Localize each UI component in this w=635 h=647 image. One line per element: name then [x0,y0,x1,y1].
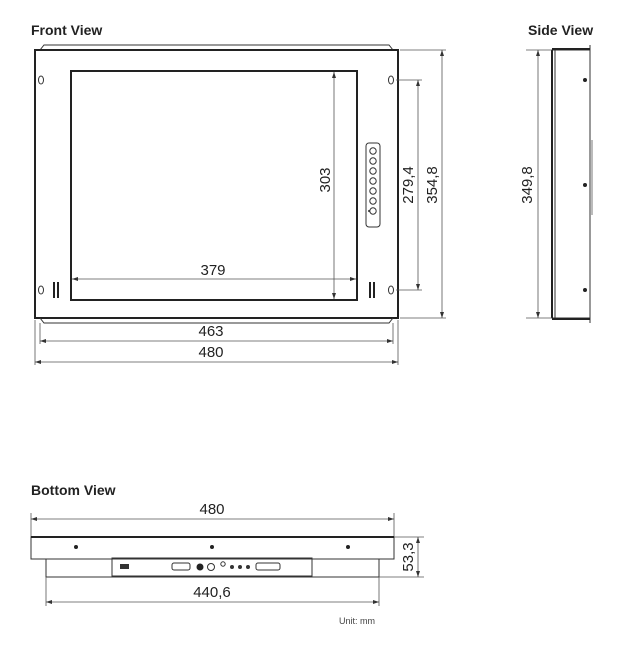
dim-label-53-3: 53,3 [400,542,417,572]
audio-jack-1 [197,564,204,571]
front-view [35,45,446,365]
dim-label-303: 303 [317,167,334,193]
side-view-title: Side View [528,22,594,38]
bottom-screw-2 [210,545,214,549]
dim-label-480-bottom: 480 [199,501,225,518]
bottom-view-title: Bottom View [31,482,116,498]
bottom-screw-3 [346,545,350,549]
mounting-hole-bottom-left [39,286,44,294]
side-screw-1 [583,78,587,82]
connector-panel [112,558,312,576]
dim-label-463: 463 [198,323,224,340]
indicator-2 [238,565,242,569]
audio-jack-3 [221,562,225,566]
vga-port [172,563,190,570]
mounting-hole-top-right [389,76,394,84]
dim-label-354-8: 354,8 [424,166,441,204]
usb-port [120,564,129,569]
dim-label-349-8: 349,8 [519,166,536,204]
dim-label-279-4: 279,4 [400,166,417,204]
control-button-3 [370,168,376,174]
audio-jack-2 [208,564,215,571]
front-view-title: Front View [31,22,103,38]
dvi-port [256,563,280,570]
side-screw-2 [583,183,587,187]
dim-label-440-6: 440,6 [193,584,231,601]
handle-left [54,282,58,298]
dim-label-379: 379 [200,262,226,279]
indicator-3 [246,565,250,569]
indicator-1 [230,565,234,569]
control-button-5 [370,188,376,194]
dim-label-480-front: 480 [198,344,224,361]
control-button-6 [370,198,376,204]
mounting-hole-bottom-right [389,286,394,294]
side-view [519,45,592,323]
bottom-view [31,501,424,626]
side-screw-3 [583,288,587,292]
unit-label: Unit: mm [339,616,375,626]
handle-right [370,282,374,298]
power-led [368,210,370,212]
bottom-screw-1 [74,545,78,549]
control-button-7 [370,208,376,214]
control-button-4 [370,178,376,184]
mounting-hole-top-left [39,76,44,84]
control-button-2 [370,158,376,164]
control-button-1 [370,148,376,154]
bottom-body [46,559,379,577]
control-button-panel [366,143,380,227]
